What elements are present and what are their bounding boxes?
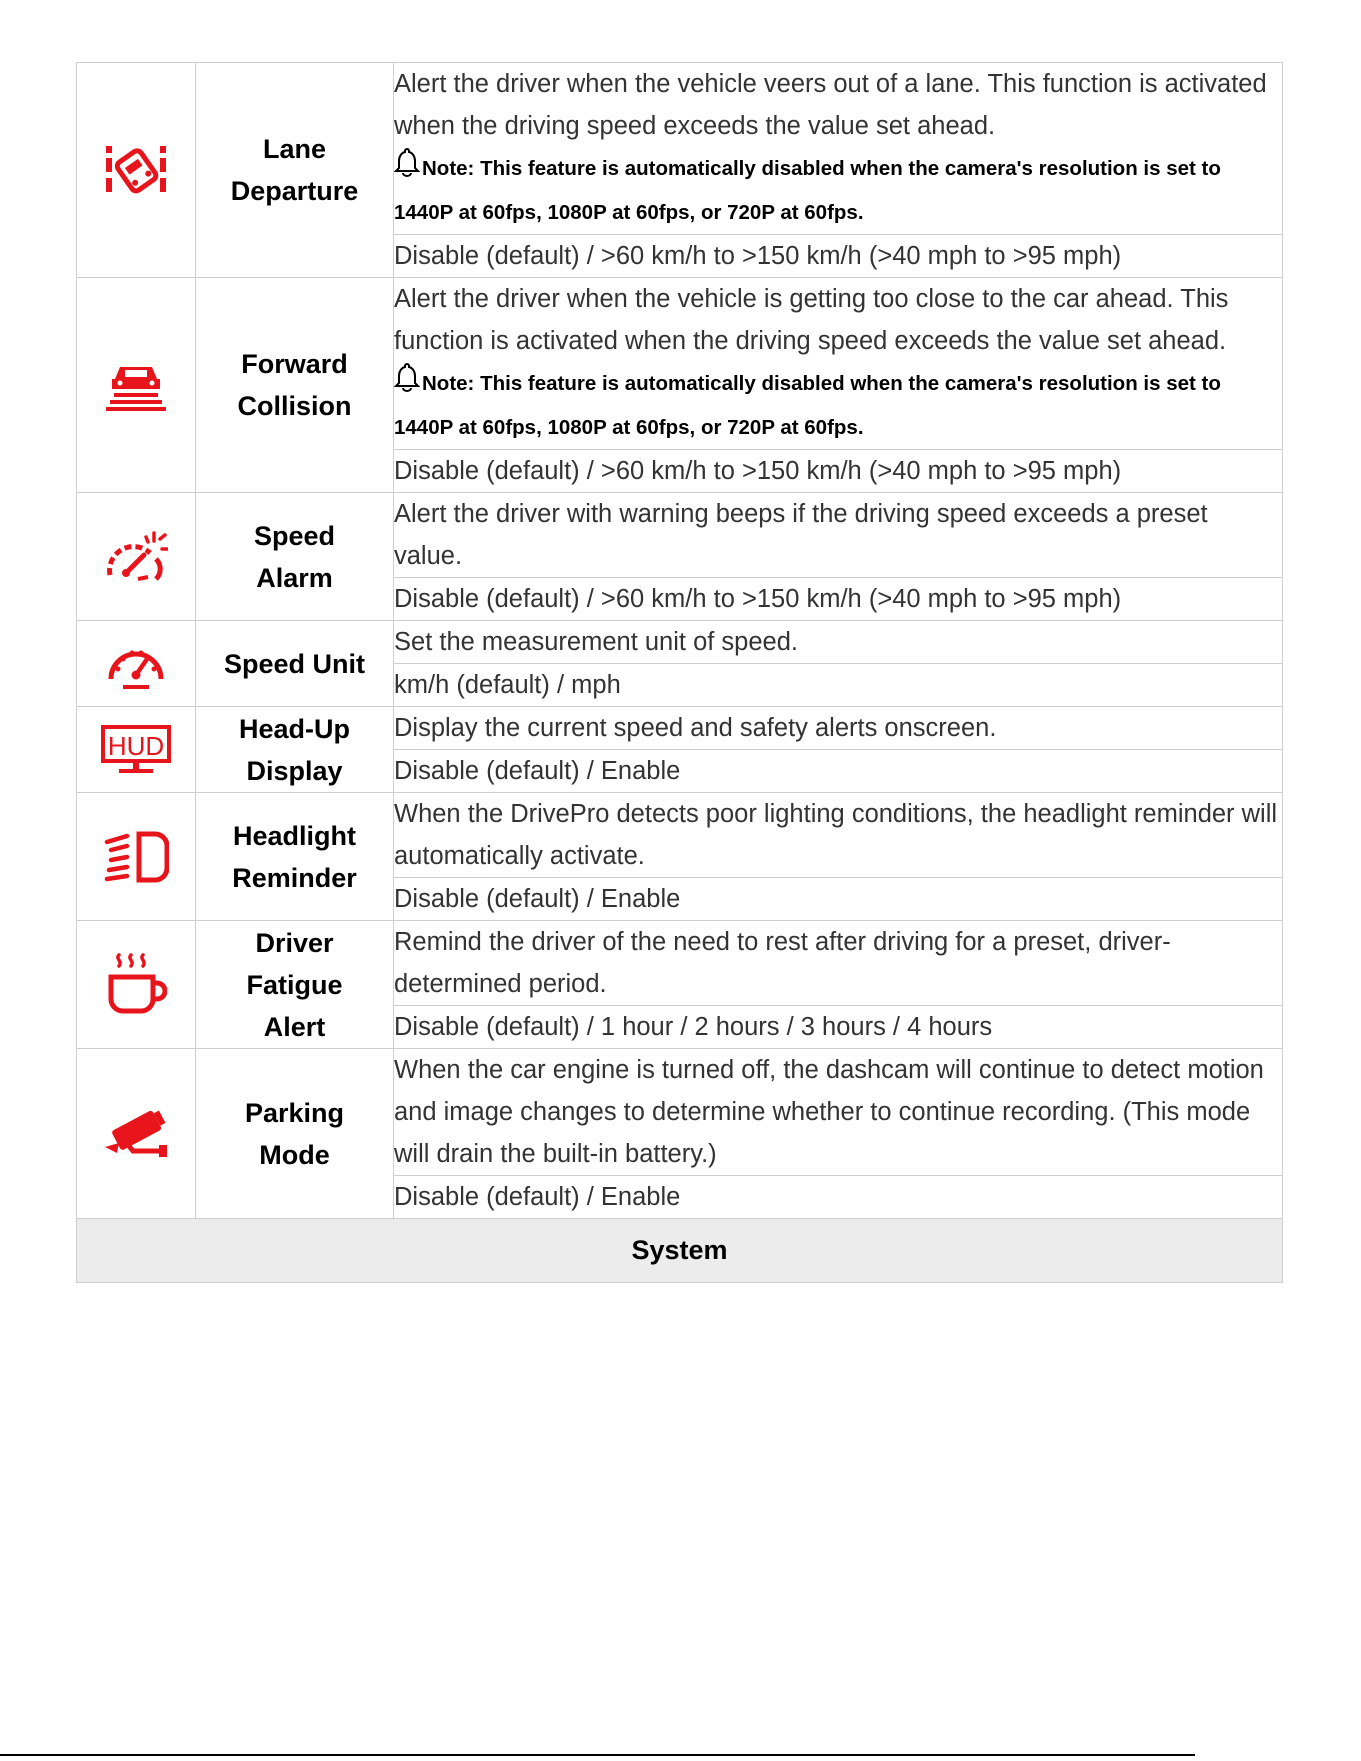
icon-cell bbox=[77, 493, 196, 621]
feature-description: Remind the driver of the need to rest after driving for a preset, driver-determined period. bbox=[394, 921, 1283, 1006]
table-row bbox=[77, 278, 1283, 450]
lane-departure-icon bbox=[77, 140, 195, 200]
feature-description: When the DrivePro detects poor lighting conditions, the headlight reminder will automatically activate. bbox=[394, 793, 1283, 878]
icon-cell bbox=[77, 63, 196, 278]
feature-name bbox=[196, 493, 394, 621]
feature-options: Disable (default) / >60 km/h to >150 km/h (>40 mph to >95 mph) bbox=[394, 235, 1283, 278]
feature-options: Disable (default) / Enable bbox=[394, 1176, 1283, 1219]
feature-options: Disable (default) / Enable bbox=[394, 750, 1283, 793]
feature-description: Display the current speed and safety alerts onscreen. bbox=[394, 707, 1283, 750]
hud-icon-label: HUD bbox=[107, 730, 165, 761]
icon-cell bbox=[77, 921, 196, 1049]
feature-name bbox=[196, 621, 394, 707]
feature-description bbox=[394, 63, 1283, 235]
icon-cell bbox=[77, 1049, 196, 1219]
feature-name-line: Parking bbox=[244, 1097, 345, 1128]
feature-name bbox=[196, 921, 394, 1049]
table-row bbox=[77, 921, 1283, 1006]
feature-name-line: Display bbox=[246, 755, 343, 786]
headlight-icon bbox=[77, 830, 195, 884]
feature-name bbox=[196, 63, 394, 278]
feature-description: When the car engine is turned off, the dashcam will continue to detect motion and image changes to determine whether to continue recording. (This mode will drain the built-in battery.) bbox=[394, 1049, 1283, 1176]
feature-name-line: Fatigue bbox=[246, 969, 343, 1000]
hud-icon bbox=[77, 725, 195, 775]
feature-name-line: Mode bbox=[259, 1139, 330, 1170]
bell-icon bbox=[394, 362, 420, 407]
table-row bbox=[77, 493, 1283, 578]
feature-name-line: Speed bbox=[253, 520, 336, 551]
speed-alarm-icon bbox=[77, 529, 195, 585]
note bbox=[394, 147, 1282, 234]
feature-description: Alert the driver with warning beeps if the driving speed exceeds a preset value. bbox=[394, 493, 1283, 578]
feature-name-line: Lane bbox=[262, 134, 327, 164]
icon-cell bbox=[77, 621, 196, 707]
feature-description: Set the measurement unit of speed. bbox=[394, 621, 1283, 664]
settings-table bbox=[76, 62, 1283, 1283]
feature-options: km/h (default) / mph bbox=[394, 664, 1283, 707]
feature-options: Disable (default) / 1 hour / 2 hours / 3 hours / 4 hours bbox=[394, 1006, 1283, 1049]
table-row bbox=[77, 621, 1283, 664]
feature-options: Disable (default) / >60 km/h to >150 km/h (>40 mph to >95 mph) bbox=[394, 578, 1283, 621]
table-row bbox=[77, 63, 1283, 235]
table-row bbox=[77, 1049, 1283, 1176]
note-text: Note: This feature is automatically disabled when the camera's resolution is set to 1440P at 60fps, 1080P at 60fps, or 720P at 60fps. bbox=[394, 157, 1221, 224]
feature-name-line: Forward bbox=[241, 349, 348, 379]
feature-options: Disable (default) / Enable bbox=[394, 878, 1283, 921]
feature-name bbox=[196, 707, 394, 793]
feature-name-line: Speed Unit bbox=[223, 648, 365, 679]
page-bottom-rule bbox=[0, 1754, 1195, 1756]
feature-name-line: Driver bbox=[255, 927, 334, 958]
coffee-cup-icon bbox=[77, 953, 195, 1017]
forward-collision-icon bbox=[77, 359, 195, 411]
table-row bbox=[77, 793, 1283, 878]
speedometer-icon bbox=[77, 639, 195, 689]
feature-name bbox=[196, 1049, 394, 1219]
feature-name-line: Alert bbox=[263, 1011, 326, 1042]
feature-name-line: Head-Up bbox=[238, 713, 350, 744]
table-row bbox=[77, 1219, 1283, 1283]
description-text: Alert the driver when the vehicle is getting too close to the car ahead. This function is activated when the driving speed exceeds the value set ahead. bbox=[394, 285, 1229, 355]
feature-name-line: Headlight bbox=[232, 820, 356, 851]
description-text: Alert the driver when the vehicle veers out of a lane. This function is activated when the driving speed exceeds the value set ahead. bbox=[394, 70, 1267, 140]
security-camera-icon bbox=[77, 1107, 195, 1161]
table-row bbox=[77, 707, 1283, 750]
feature-name bbox=[196, 793, 394, 921]
note-text: Note: This feature is automatically disabled when the camera's resolution is set to 1440P at 60fps, 1080P at 60fps, or 720P at 60fps. bbox=[394, 372, 1221, 439]
feature-name-line: Collision bbox=[237, 391, 352, 421]
bell-icon bbox=[394, 147, 420, 192]
icon-cell bbox=[77, 278, 196, 493]
icon-cell bbox=[77, 793, 196, 921]
feature-name bbox=[196, 278, 394, 493]
note bbox=[394, 362, 1282, 449]
feature-description bbox=[394, 278, 1283, 450]
feature-options: Disable (default) / >60 km/h to >150 km/h (>40 mph to >95 mph) bbox=[394, 450, 1283, 493]
feature-name-line: Reminder bbox=[232, 862, 357, 893]
section-header: System bbox=[77, 1219, 1283, 1283]
feature-name-line: Alarm bbox=[256, 562, 333, 593]
icon-cell bbox=[77, 707, 196, 793]
feature-name-line: Departure bbox=[230, 176, 359, 206]
